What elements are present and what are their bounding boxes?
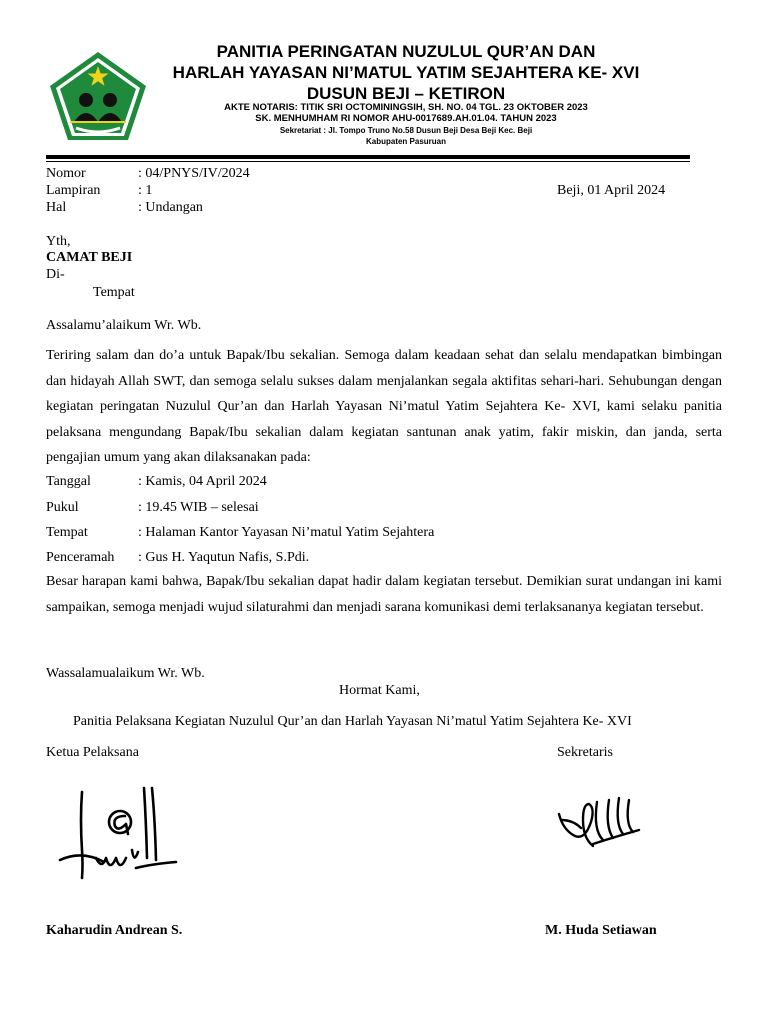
- letterhead-akte: AKTE NOTARIS: TITIK SRI OCTOMININGSIH, SH. NO. 04 TGL. 23 OKTOBER 2023: [224, 102, 588, 113]
- hormat-kami: Hormat Kami,: [339, 683, 420, 698]
- letterhead-line-3: DUSUN BEJI – KETIRON: [306, 84, 506, 103]
- hal-label: Hal: [46, 200, 67, 215]
- recipient-yth: Yth,: [46, 234, 71, 249]
- nomor-value: : 04/PNYS/IV/2024: [138, 166, 250, 181]
- closing-salam: Wassalamualaikum Wr. Wb.: [46, 666, 205, 681]
- recipient-tempat: Tempat: [93, 285, 135, 300]
- place-date: Beji, 01 April 2024: [557, 183, 666, 198]
- detail-value-pukul: : 19.45 WIB – selesai: [138, 500, 259, 515]
- detail-label-tanggal: Tanggal: [46, 474, 91, 489]
- letterhead-sk: SK. MENHUMHAM RI NOMOR AHU-0017689.AH.01.04. TAHUN 2023: [255, 113, 557, 124]
- letterhead-kabupaten: Kabupaten Pasuruan: [365, 137, 446, 146]
- lampiran-label: Lampiran: [46, 183, 101, 198]
- detail-value-tempat: : Halaman Kantor Yayasan Ni’matul Yatim Sejahtera: [138, 525, 435, 540]
- right-signer-role: Sekretaris: [557, 745, 613, 760]
- detail-value-penceramah: : Gus H. Yaqutun Nafis, S.Pdi.: [138, 550, 310, 565]
- letterhead-divider-thin: [46, 161, 690, 162]
- letterhead-line-1: PANITIA PERINGATAN NUZULUL QUR’AN DAN: [216, 42, 596, 61]
- lampiran-value: : 1: [138, 183, 153, 198]
- nomor-label: Nomor: [46, 166, 86, 181]
- recipient-name: CAMAT BEJI: [46, 250, 133, 265]
- left-signature-image: [52, 780, 182, 885]
- hal-value: : Undangan: [138, 200, 203, 215]
- recipient-di: Di-: [46, 267, 65, 282]
- right-signer-name: M. Huda Setiawan: [545, 923, 657, 938]
- detail-label-penceramah: Penceramah: [46, 550, 115, 565]
- detail-label-tempat: Tempat: [46, 525, 88, 540]
- right-signature-image: [553, 790, 663, 860]
- organization-logo: [46, 48, 150, 144]
- letterhead-sekretariat: Sekretariat : Jl. Tompo Truno No.58 Dusun Beji Desa Beji Kec. Beji: [279, 126, 533, 135]
- greeting: Assalamu’alaikum Wr. Wb.: [46, 318, 202, 333]
- detail-label-pukul: Pukul: [46, 500, 79, 515]
- paragraph-1: Teriring salam dan do’a untuk Bapak/Ibu sekalian. Semoga dalam keadaan sehat dan selalu mendapatkan bimbingan dan hidayah Allah SWT, dan semoga selalu sukses dalam menjalankan segala aktifitas sehari-hari. Sehubungan dengan kegiatan peringatan Nuzulul Qur’an dan Harlah Yayasan Ni’matul Yatim Sejahtera Ke- XVI, kami selaku panitia pelaksana mengundang Bapak/Ibu sekalian dalam kegiatan santunan anak yatim, fakir miskin, dan janda, serta pengajian umum yang akan dilaksanakan pada:: [46, 348, 722, 465]
- left-signer-name: Kaharudin Andrean S.: [46, 923, 183, 938]
- left-signer-role: Ketua Pelaksana: [46, 745, 139, 760]
- committee-name: Panitia Pelaksana Kegiatan Nuzulul Qur’an dan Harlah Yayasan Ni’matul Yatim Sejahtera Ke- XVI: [73, 714, 632, 729]
- detail-value-tanggal: : Kamis, 04 April 2024: [138, 474, 267, 489]
- letterhead-divider-thick: [46, 155, 690, 159]
- letterhead-line-2: HARLAH YAYASAN NI’MATUL YATIM SEJAHTERA KE- XVI: [172, 63, 640, 82]
- paragraph-2: Besar harapan kami bahwa, Bapak/Ibu sekalian dapat hadir dalam kegiatan tersebut. Demikian surat undangan ini kami sampaikan, semoga menjadi wujud silaturahmi dan menjadi sarana komunikasi demi terlaksananya kegiatan tersebut.: [46, 574, 722, 615]
